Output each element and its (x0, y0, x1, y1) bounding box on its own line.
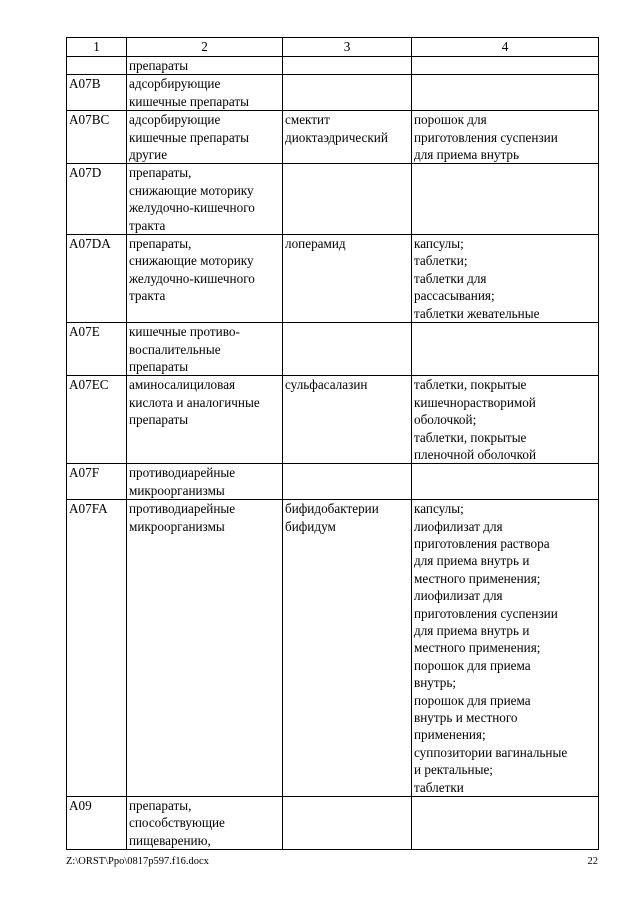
cell-text-line: пищеварению, (129, 832, 211, 848)
column-number: 1 (67, 38, 127, 57)
drug-name-cell (283, 164, 412, 235)
dosage-form-cell (412, 75, 599, 111)
cell-text-line: тракта (129, 288, 166, 304)
atc-code-cell: A07DA (67, 235, 127, 323)
cell-text-line: адсорбирующие (129, 76, 221, 92)
cell-text-line: бифидум (285, 518, 336, 534)
table-row (67, 111, 599, 164)
table-body (67, 57, 599, 850)
drug-name-cell (283, 797, 412, 850)
cell-text-line: кишечные препараты (129, 93, 249, 109)
cell-text-line: снижающие моторику (129, 253, 254, 269)
cell-text-line: желудочно-кишечного (129, 270, 255, 286)
table-row (67, 164, 599, 235)
cell-text-line: таблетки жевательные (414, 305, 540, 321)
cell-text-line: другие (129, 147, 168, 163)
cell-text-line: приготовления суспензии (414, 129, 558, 145)
table-row (67, 500, 599, 797)
drug-name-cell (283, 111, 412, 164)
cell-text-line: местного применения; (414, 570, 541, 586)
dosage-form-cell (412, 111, 599, 164)
cell-text-line: оболочкой; (414, 412, 477, 428)
cell-text-line: кишечнорастворимой (414, 394, 536, 410)
cell-text-line: препараты (129, 58, 189, 73)
cell-text-line: кислота и аналогичные (129, 394, 260, 410)
cell-text-line: лиофилизат для (414, 518, 503, 534)
cell-text-line: капсулы; (414, 236, 464, 252)
atc-code-cell: A07FA (67, 500, 127, 797)
cell-text-line: рассасывания; (414, 288, 495, 304)
dosage-form-cell (412, 323, 599, 376)
cell-text-line: таблетки; (414, 253, 468, 269)
group-name-cell (127, 75, 283, 111)
cell-text-line: пленочной оболочкой (414, 446, 537, 462)
cell-text-line: препараты, (129, 165, 192, 181)
column-number-row (67, 38, 599, 57)
cell-text-line: способствующие (129, 815, 225, 831)
cell-text-line: диоктаэдрический (285, 129, 388, 145)
table-row (67, 376, 599, 464)
atc-code-cell: A09 (67, 797, 127, 850)
dosage-form-cell (412, 464, 599, 500)
cell-text-line: порошок для приема (414, 692, 531, 708)
table-row (67, 797, 599, 850)
cell-text-line: тракта (129, 217, 166, 233)
cell-text-line: лоперамид (285, 236, 346, 252)
cell-text-line: приготовления суспензии (414, 605, 558, 621)
dosage-form-cell (412, 57, 599, 75)
atc-code-cell: A07BC (67, 111, 127, 164)
page-number: 22 (587, 856, 598, 867)
group-name-cell (127, 323, 283, 376)
drug-table (66, 37, 599, 850)
group-name-cell (127, 57, 283, 75)
atc-code-cell: A07F (67, 464, 127, 500)
group-name-cell (127, 235, 283, 323)
cell-text-line: применения; (414, 727, 486, 743)
atc-code-cell: A07B (67, 75, 127, 111)
drug-name-cell (283, 464, 412, 500)
cell-text-line: препараты (129, 358, 189, 374)
cell-text-line: таблетки, покрытые (414, 429, 527, 445)
cell-text-line: внутрь; (414, 675, 457, 691)
drug-name-cell (283, 500, 412, 797)
cell-text-line: препараты (129, 412, 189, 428)
atc-code-cell: A07EC (67, 376, 127, 464)
cell-text-line: для приема внутрь и (414, 623, 530, 638)
group-name-cell (127, 111, 283, 164)
group-name-cell (127, 797, 283, 850)
cell-text-line: лиофилизат для (414, 588, 503, 604)
cell-text-line: местного применения; (414, 640, 541, 656)
cell-text-line: внутрь и местного (414, 710, 518, 726)
cell-text-line: кишечные препараты (129, 129, 249, 145)
atc-code-cell (67, 57, 127, 75)
cell-text-line: таблетки для (414, 270, 487, 286)
cell-text-line: сульфасалазин (285, 377, 368, 393)
drug-name-cell (283, 75, 412, 111)
cell-text-line: аминосалициловая (129, 377, 236, 393)
cell-text-line: воспалительные (129, 341, 221, 357)
column-number: 3 (283, 38, 412, 57)
cell-text-line: таблетки, покрытые (414, 377, 527, 393)
cell-text-line: для приема внутрь и (414, 553, 530, 569)
cell-text-line: бифидобактерии (285, 501, 379, 517)
cell-text-line: снижающие моторику (129, 182, 254, 198)
cell-text-line: для приема внутрь (414, 147, 520, 163)
drug-name-cell (283, 376, 412, 464)
cell-text-line: противодиарейные (129, 501, 236, 517)
dosage-form-cell (412, 235, 599, 323)
atc-code-cell: A07D (67, 164, 127, 235)
table-row (67, 235, 599, 323)
cell-text-line: и ректальные; (414, 762, 493, 778)
dosage-form-cell (412, 797, 599, 850)
drug-name-cell (283, 235, 412, 323)
drug-name-cell (283, 57, 412, 75)
dosage-form-cell (412, 500, 599, 797)
column-number: 2 (127, 38, 283, 57)
dosage-form-cell (412, 164, 599, 235)
cell-text-line: таблетки (414, 779, 464, 795)
cell-text-line: микроорганизмы (129, 518, 225, 534)
atc-code-cell: A07E (67, 323, 127, 376)
table-row (67, 464, 599, 500)
dosage-form-cell (412, 376, 599, 464)
cell-text-line: микроорганизмы (129, 482, 225, 498)
table-row (67, 75, 599, 111)
group-name-cell (127, 376, 283, 464)
column-number: 4 (412, 38, 599, 57)
cell-text-line: капсулы; (414, 501, 464, 517)
cell-text-line: суппозитории вагинальные (414, 744, 568, 760)
cell-text-line: кишечные противо- (129, 324, 240, 340)
cell-text-line: противодиарейные (129, 465, 236, 481)
cell-text-line: порошок для приема (414, 657, 531, 673)
cell-text-line: адсорбирующие (129, 112, 221, 128)
cell-text-line: желудочно-кишечного (129, 200, 255, 216)
cell-text-line: приготовления раствора (414, 535, 550, 551)
table-row (67, 323, 599, 376)
file-path: Z:\ORST\Ppo\0817p597.f16.docx (66, 856, 209, 867)
table-row (67, 57, 599, 75)
cell-text-line: препараты, (129, 236, 192, 252)
cell-text-line: порошок для (414, 112, 487, 128)
cell-text-line: препараты, (129, 798, 192, 814)
group-name-cell (127, 500, 283, 797)
group-name-cell (127, 164, 283, 235)
group-name-cell (127, 464, 283, 500)
drug-name-cell (283, 323, 412, 376)
cell-text-line: смектит (285, 112, 330, 128)
